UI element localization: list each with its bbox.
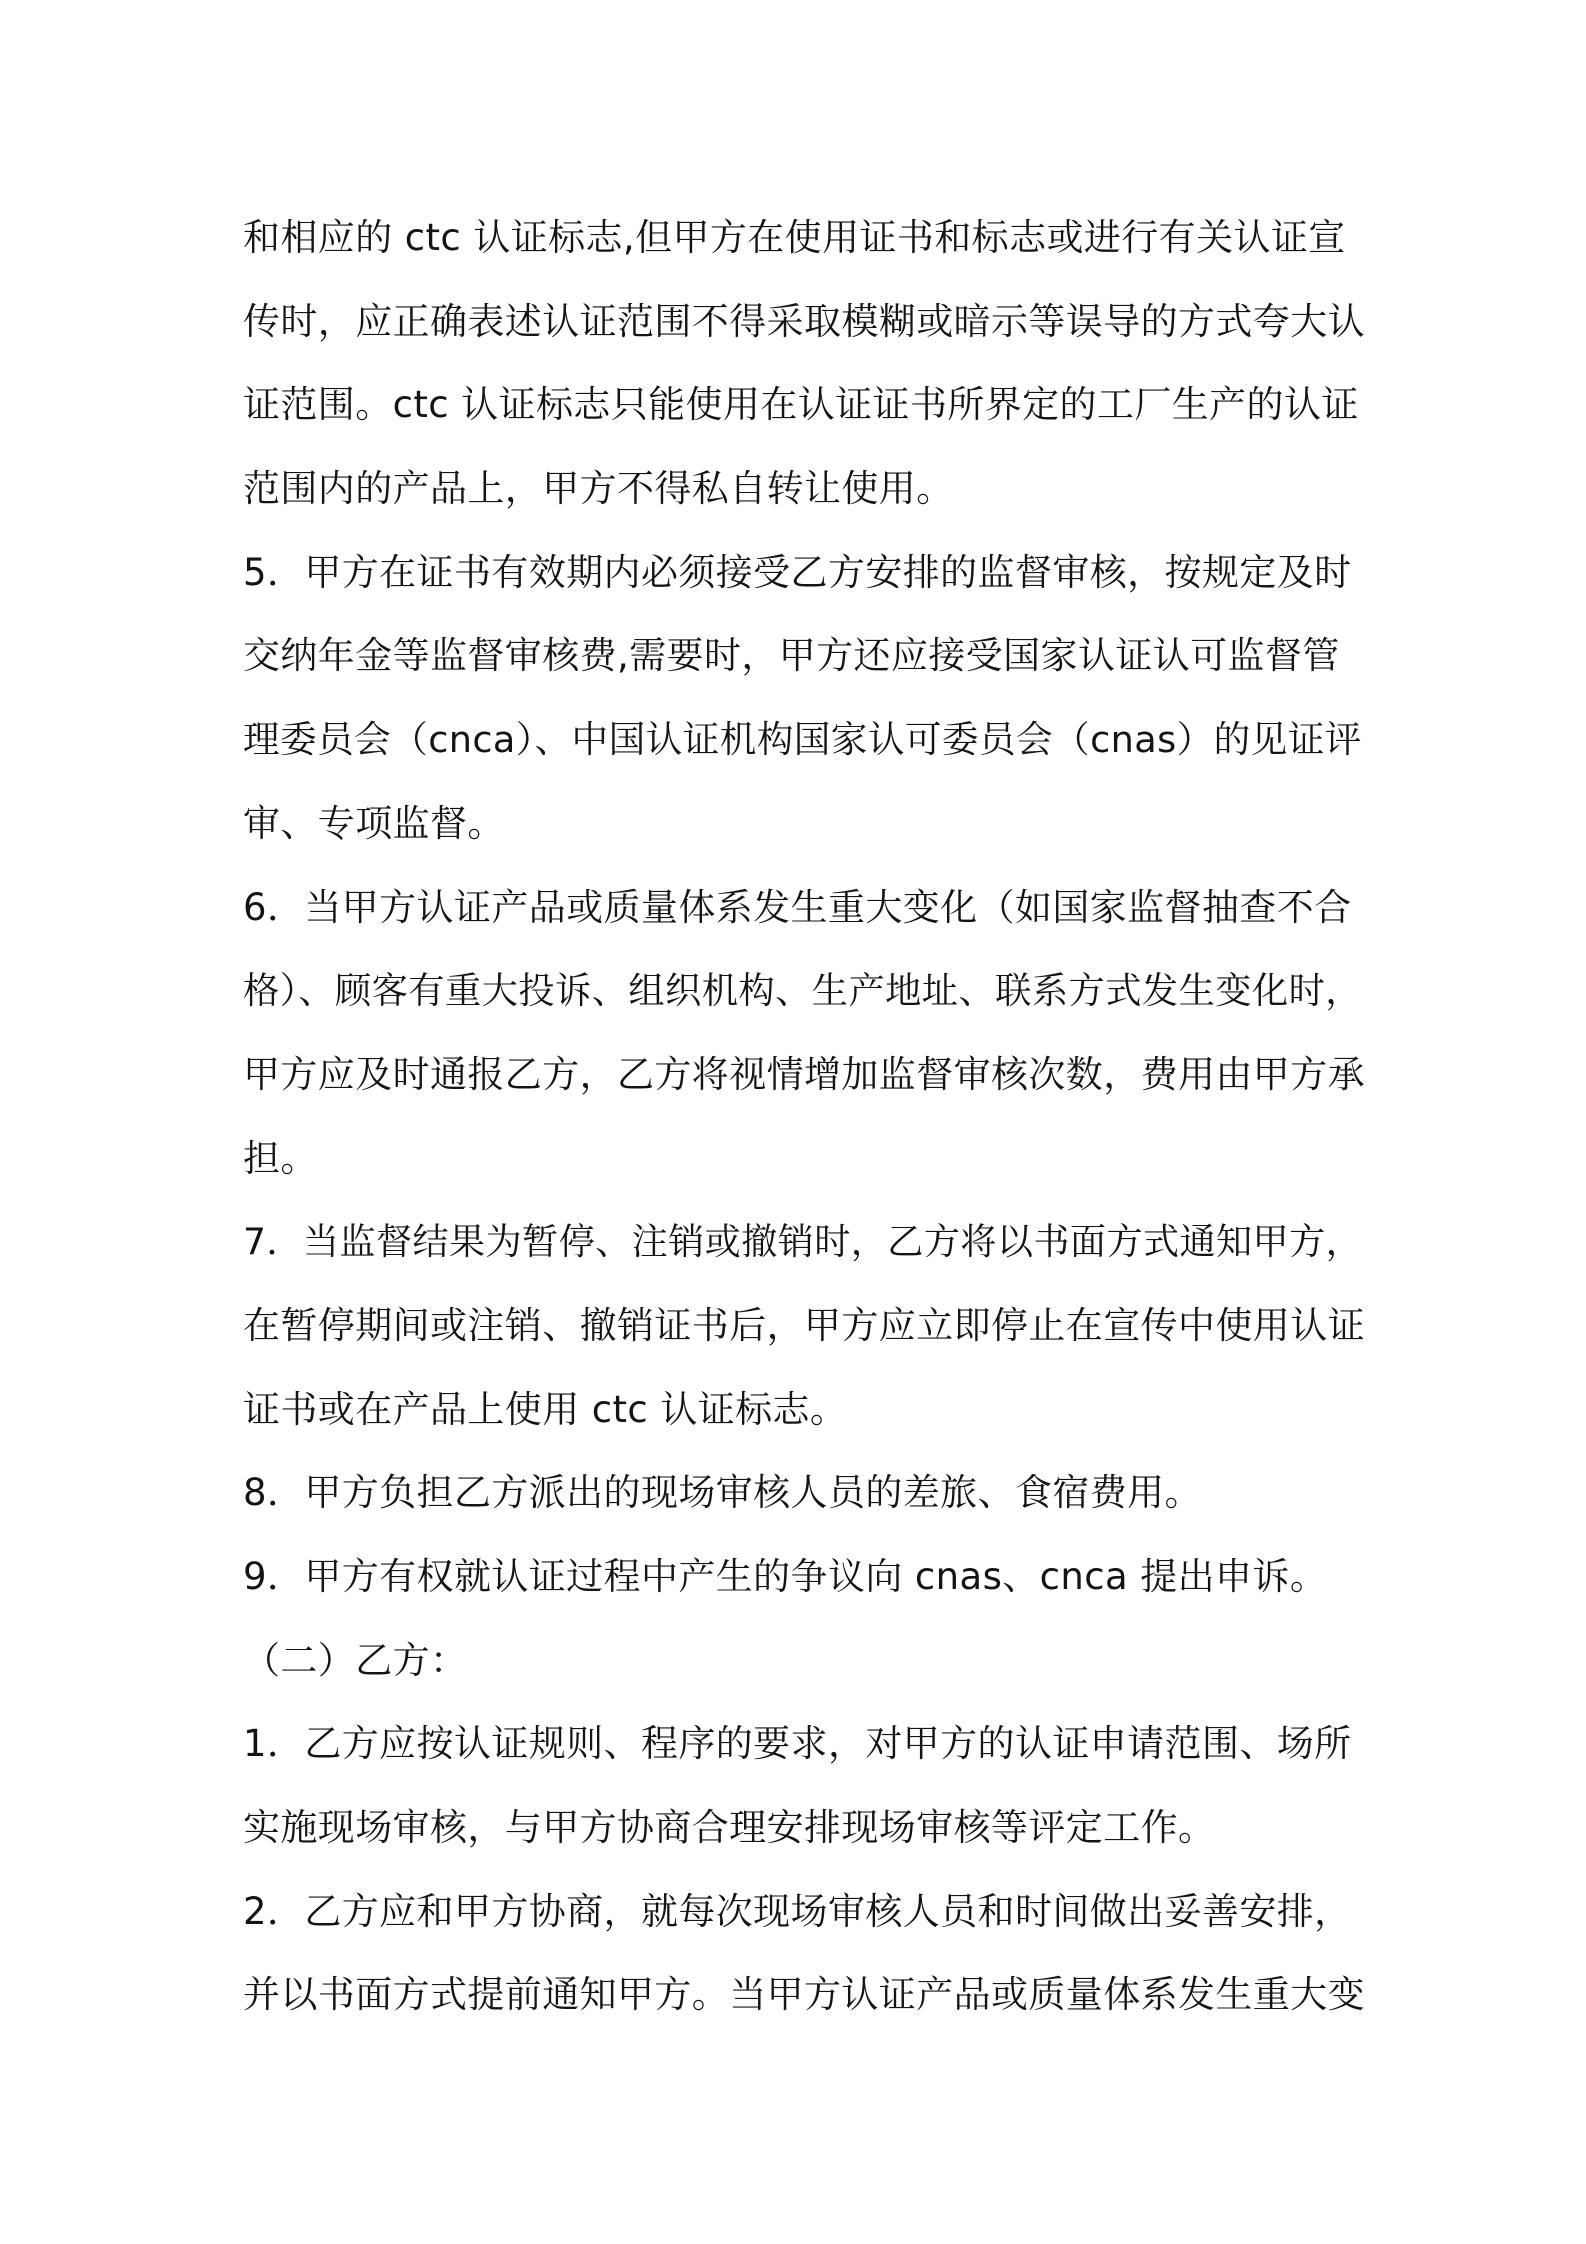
- section-heading: （二）乙方：: [243, 1638, 468, 1682]
- text-line: 交纳年金等监督审核费,需要时，甲方还应接受国家认证认可监督管: [243, 634, 1340, 678]
- text-line: 8．甲方负担乙方派出的现场审核人员的差旅、食宿费用。: [243, 1471, 1202, 1515]
- text-line: 担。: [243, 1136, 318, 1180]
- text-line: 审、专项监督。: [243, 801, 505, 845]
- text-line: 7．当监督结果为暂停、注销或撤销时，乙方将以书面方式通知甲方，: [243, 1220, 1363, 1264]
- text-line: 5．甲方在证书有效期内必须接受乙方安排的监督审核，按规定及时: [243, 550, 1352, 594]
- text-line: 在暂停期间或注销、撤销证书后，甲方应立即停止在宣传中使用认证: [243, 1303, 1365, 1347]
- text-line: 实施现场审核，与甲方协商合理安排现场审核等评定工作。: [243, 1806, 1216, 1850]
- text-line: 证书或在产品上使用 ctc 认证标志。: [243, 1387, 848, 1431]
- text-line: 9．甲方有权就认证过程中产生的争议向 cnas、cnca 提出申诉。: [243, 1555, 1328, 1598]
- text-line: 6．当甲方认证产品或质量体系发生重大变化（如国家监督抽查不合: [243, 885, 1352, 929]
- document-body: [243, 196, 1368, 2037]
- text-line: 和相应的 ctc 认证标志,但甲方在使用证书和标志或进行有关认证宣: [243, 216, 1346, 259]
- text-line: 证范围。ctc 认证标志只能使用在认证证书所界定的工厂生产的认证: [243, 383, 1359, 427]
- text-line: 格）、顾客有重大投诉、组织机构、生产地址、联系方式发生变化时，: [243, 969, 1362, 1013]
- text-line: 并以书面方式提前通知甲方。当甲方认证产品或质量体系发生重大变: [243, 1973, 1365, 2017]
- text-line: 2．乙方应和甲方协商，就每次现场审核人员和时间做出妥善安排，: [243, 1889, 1352, 1933]
- text-line: 1．乙方应按认证规则、程序的要求，对甲方的认证申请范围、场所: [243, 1722, 1352, 1766]
- text-line: 传时，应正确表述认证范围不得采取模糊或暗示等误导的方式夸大认: [243, 299, 1365, 343]
- text-line: 甲方应及时通报乙方，乙方将视情增加监督审核次数，费用由甲方承: [243, 1052, 1365, 1096]
- text-line: 理委员会（cnca）、中国认证机构国家认可委员会（cnas）的见证评: [243, 718, 1362, 762]
- text-line: 范围内的产品上，甲方不得私自转让使用。: [243, 467, 954, 511]
